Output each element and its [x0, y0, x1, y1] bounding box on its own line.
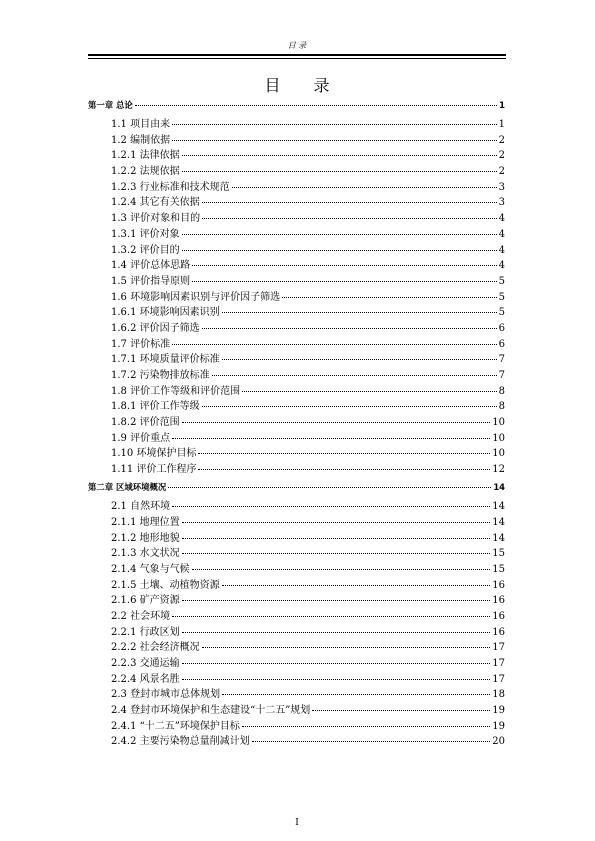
toc-section-entry[interactable]	[88, 369, 505, 381]
toc-entry-page: 4	[498, 260, 505, 272]
toc-section-entry[interactable]	[88, 657, 505, 669]
toc-entry-page: 4	[498, 228, 505, 240]
toc-entry-page: 14	[493, 482, 505, 493]
toc-entry-page: 2	[498, 150, 505, 162]
dot-leader	[182, 414, 491, 423]
toc-section-entry[interactable]	[88, 181, 505, 193]
toc-entry-label: 1.3.2 评价目的	[111, 244, 180, 256]
dot-leader	[202, 194, 497, 203]
dot-leader	[202, 210, 497, 219]
toc-entry-label: 1.8.1 评价工作等级	[111, 401, 200, 413]
toc-section-entry[interactable]	[88, 547, 505, 559]
toc-entry-page: 14	[492, 516, 505, 528]
dot-leader	[202, 320, 497, 329]
toc-entry-page: 20	[492, 736, 505, 748]
toc-entry-label: 2.1.2 地形地貌	[111, 532, 180, 544]
toc-entry-page: 1	[498, 119, 505, 130]
dot-leader	[198, 445, 490, 454]
header-rule-thin	[88, 58, 506, 59]
toc-entry-label: 2.3 登封市城市总体规划	[111, 689, 221, 701]
toc-section-entry[interactable]	[88, 196, 505, 208]
dot-leader	[135, 97, 497, 106]
toc-section-entry[interactable]	[88, 338, 505, 350]
toc-entry-page: 1	[499, 100, 505, 110]
toc-section-entry[interactable]	[88, 720, 505, 732]
toc-entry-page: 19	[492, 720, 505, 732]
toc-section-entry[interactable]	[88, 735, 505, 747]
toc-section-entry[interactable]	[88, 228, 505, 240]
dot-leader	[232, 179, 497, 188]
toc-entry-page: 16	[492, 579, 505, 591]
toc-entry-label: 1.6 环境影响因素识别与评价因子筛选	[111, 291, 281, 303]
toc-entry-label: 1.2 编制依据	[111, 134, 171, 146]
toc-section-entry[interactable]	[88, 704, 505, 716]
toc-entry-label: 2.1.6 矿产资源	[111, 595, 180, 607]
dot-leader	[202, 398, 497, 407]
toc-entry-label: 2.2.3 交通运输	[111, 658, 180, 669]
dot-leader	[212, 367, 497, 376]
toc-chapter-entry[interactable]	[88, 99, 505, 111]
toc-entry-label: 1.11 评价工作程序	[111, 464, 197, 476]
dot-leader	[182, 514, 491, 523]
toc-section-entry[interactable]	[88, 563, 505, 575]
toc-entry-page: 8	[498, 385, 505, 397]
toc-entry-label: 2.2.2 社会经济概况	[111, 642, 200, 654]
toc-section-entry[interactable]	[88, 385, 505, 397]
toc-section-entry[interactable]	[88, 353, 505, 365]
dot-leader	[172, 116, 497, 125]
toc-entry-page: 12	[492, 464, 505, 476]
dot-leader	[192, 273, 497, 282]
toc-section-entry[interactable]	[88, 118, 505, 130]
toc-section-entry[interactable]	[88, 500, 505, 512]
toc-entry-label: 2.1.1 地理位置	[111, 516, 180, 528]
table-of-contents	[88, 99, 505, 751]
toc-entry-page: 3	[498, 181, 505, 193]
toc-section-entry[interactable]	[88, 400, 505, 412]
toc-entry-label: 2.1 自然环境	[111, 501, 171, 513]
toc-entry-label: 2.2.1 行政区划	[111, 626, 180, 638]
dot-leader	[172, 430, 490, 439]
dot-leader	[282, 289, 497, 298]
toc-entry-label: 2.4.2 主要污染物总量削减计划	[111, 736, 250, 748]
toc-entry-label: 1.2.4 其它有关依据	[111, 197, 200, 209]
dot-leader	[198, 461, 490, 470]
toc-entry-page: 19	[492, 705, 505, 717]
toc-entry-page: 6	[498, 338, 505, 350]
dot-leader	[182, 545, 491, 554]
toc-entry-page: 16	[492, 610, 505, 622]
page-number: I	[295, 818, 299, 828]
toc-entry-page: 7	[498, 370, 505, 381]
toc-section-entry[interactable]	[88, 463, 505, 475]
toc-entry-label: 1.6.2 评价因子筛选	[111, 322, 200, 334]
toc-entry-page: 5	[498, 275, 505, 287]
dot-leader	[172, 336, 497, 345]
toc-entry-label: 1.9 评价重点	[111, 432, 171, 444]
toc-entry-label: 1.3.1 评价对象	[111, 228, 180, 240]
toc-entry-page: 16	[492, 595, 505, 607]
dot-leader	[202, 639, 491, 648]
toc-entry-page: 14	[492, 532, 505, 544]
toc-section-entry[interactable]	[88, 306, 505, 318]
dot-leader	[192, 257, 497, 266]
toc-entry-label: 1.5 评价指导原则	[111, 275, 191, 287]
toc-entry-page: 10	[492, 432, 505, 444]
toc-entry-label: 2.1.4 气象与气候	[111, 563, 190, 575]
toc-section-entry[interactable]	[88, 149, 505, 161]
toc-entry-label: 1.8.2 评价范围	[111, 417, 180, 429]
toc-entry-page: 18	[492, 689, 505, 701]
toc-section-entry[interactable]	[88, 432, 505, 444]
dot-leader	[252, 733, 491, 742]
dot-leader	[182, 655, 491, 664]
dot-leader	[182, 226, 497, 235]
toc-entry-label: 2.4 登封市环境保护和生态建设“十二五”规划	[111, 705, 311, 717]
dot-leader	[192, 561, 491, 570]
toc-section-entry[interactable]	[88, 626, 505, 638]
toc-entry-label: 1.2.1 法律依据	[111, 150, 180, 162]
toc-entry-page: 6	[498, 322, 505, 334]
dot-leader	[182, 530, 491, 539]
toc-section-entry[interactable]	[88, 416, 505, 428]
toc-section-entry[interactable]	[88, 165, 505, 177]
toc-entry-label: 1.2.3 行业标准和技术规范	[111, 181, 230, 193]
toc-entry-page: 17	[492, 658, 505, 669]
toc-entry-label: 2.1.5 土壤、动植物资源	[111, 579, 220, 591]
dot-leader	[312, 702, 490, 711]
toc-section-entry[interactable]	[88, 516, 505, 528]
toc-section-entry[interactable]	[88, 688, 505, 700]
dot-leader	[182, 242, 497, 251]
dot-leader	[182, 671, 491, 680]
toc-entry-page: 8	[498, 401, 505, 413]
toc-entry-label: 2.4.1 “十二五”环境保护目标	[111, 720, 240, 732]
toc-entry-label: 第一章 总论	[88, 100, 133, 110]
toc-entry-label: 1.4 评价总体思路	[111, 260, 191, 272]
dot-leader	[182, 592, 491, 601]
dot-leader	[182, 147, 497, 156]
dot-leader	[242, 383, 497, 392]
toc-entry-page: 15	[492, 563, 505, 575]
toc-section-entry[interactable]	[88, 259, 505, 271]
toc-entry-page: 17	[492, 642, 505, 654]
toc-entry-page: 5	[498, 291, 505, 303]
toc-entry-page: 4	[498, 213, 505, 225]
toc-entry-page: 10	[492, 448, 505, 460]
toc-section-entry[interactable]	[88, 244, 505, 256]
toc-entry-label: 1.10 环境保护目标	[111, 448, 197, 460]
running-header: 目 录	[287, 41, 307, 50]
dot-leader	[172, 132, 497, 141]
dot-leader	[242, 718, 490, 727]
toc-entry-page: 2	[498, 134, 505, 146]
toc-entry-label: 1.3 评价对象和目的	[111, 213, 201, 225]
page-title: 目 录	[264, 76, 344, 95]
header-rule	[88, 54, 506, 56]
dot-leader	[172, 608, 490, 617]
toc-entry-label: 第二章 区域环境概况	[88, 482, 167, 493]
toc-entry-label: 1.7 评价标准	[111, 338, 171, 350]
toc-entry-page: 17	[492, 673, 505, 685]
toc-entry-label: 1.7.1 环境质量评价标准	[111, 354, 220, 366]
toc-entry-page: 10	[492, 417, 505, 429]
toc-entry-label: 1.1 项目由来	[111, 119, 171, 130]
dot-leader	[182, 624, 491, 633]
toc-section-entry[interactable]	[88, 134, 505, 146]
toc-section-entry[interactable]	[88, 275, 505, 287]
dot-leader	[168, 479, 491, 488]
toc-entry-label: 2.2.4 风景名胜	[111, 673, 180, 685]
toc-entry-label: 2.1.3 水文状况	[111, 548, 180, 560]
toc-entry-page: 15	[492, 548, 505, 560]
toc-entry-page: 3	[498, 197, 505, 209]
toc-entry-page: 14	[492, 501, 505, 513]
toc-entry-page: 7	[498, 354, 505, 366]
dot-leader	[222, 304, 497, 313]
toc-entry-label: 1.2.2 法规依据	[111, 166, 180, 178]
dot-leader	[182, 163, 497, 172]
toc-section-entry[interactable]	[88, 291, 505, 303]
toc-chapter-entry[interactable]	[88, 481, 505, 493]
toc-section-entry[interactable]	[88, 579, 505, 591]
toc-section-entry[interactable]	[88, 641, 505, 653]
toc-section-entry[interactable]	[88, 447, 505, 459]
toc-entry-label: 1.7.2 污染物排放标准	[111, 370, 210, 381]
toc-entry-label: 1.6.1 环境影响因素识别	[111, 307, 220, 319]
toc-entry-label: 2.2 社会环境	[111, 610, 171, 622]
dot-leader	[222, 351, 497, 360]
toc-entry-label: 1.8 评价工作等级和评价范围	[111, 385, 241, 397]
toc-entry-page: 16	[492, 626, 505, 638]
toc-entry-page: 4	[498, 244, 505, 256]
toc-section-entry[interactable]	[88, 322, 505, 334]
toc-section-entry[interactable]	[88, 673, 505, 685]
toc-section-entry[interactable]	[88, 610, 505, 622]
toc-section-entry[interactable]	[88, 594, 505, 606]
toc-section-entry[interactable]	[88, 532, 505, 544]
toc-entry-page: 5	[498, 307, 505, 319]
dot-leader	[222, 686, 490, 695]
toc-entry-page: 2	[498, 166, 505, 178]
dot-leader	[222, 577, 491, 586]
toc-section-entry[interactable]	[88, 212, 505, 224]
dot-leader	[172, 498, 490, 507]
